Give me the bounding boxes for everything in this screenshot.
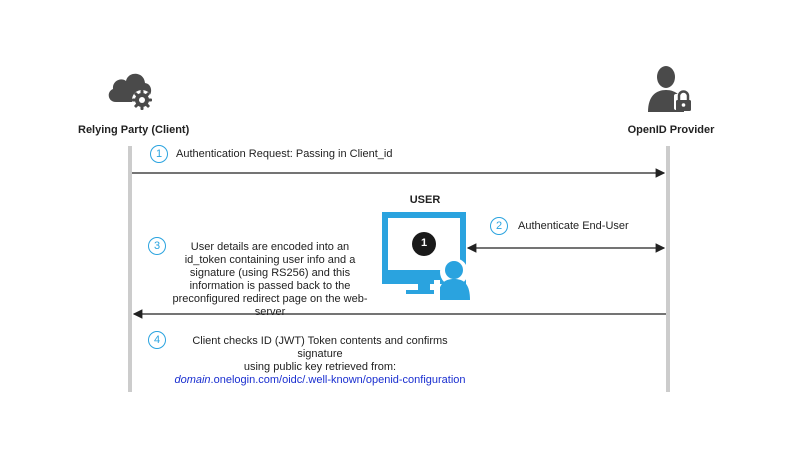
openid-configuration-link[interactable]: [170, 374, 470, 387]
step-3-text: User details are encoded into an id_token containing user info and a signature (using RS256) and this information is passed back to the preconfigured redirect page on the web-server: [172, 241, 368, 318]
user-label: USER: [409, 194, 441, 206]
link-rest: .onelogin.com/oidc/.well-known/openid-configuration: [210, 374, 466, 386]
step-4-text: [170, 335, 470, 387]
step-1-text: Authentication Request: Passing in Client_id: [176, 148, 393, 160]
step-4-line1: Client checks ID (JWT) Token contents and confirms signature: [192, 335, 448, 360]
user-screen-number: 1: [420, 237, 428, 249]
step-2-number: 2: [490, 217, 508, 235]
step-2-text: Authenticate End-User: [518, 220, 629, 232]
step-4-number: 4: [148, 331, 166, 349]
monitor-user-icon: [382, 212, 472, 305]
step-1-number: 1: [150, 145, 168, 163]
provider-label: OpenID Provider: [627, 124, 715, 136]
client-label: Relying Party (Client): [78, 124, 190, 136]
step-4-line2: using public key retrieved from:: [243, 361, 397, 373]
link-domain: domain: [174, 374, 211, 386]
step-3-number: 3: [148, 237, 166, 255]
